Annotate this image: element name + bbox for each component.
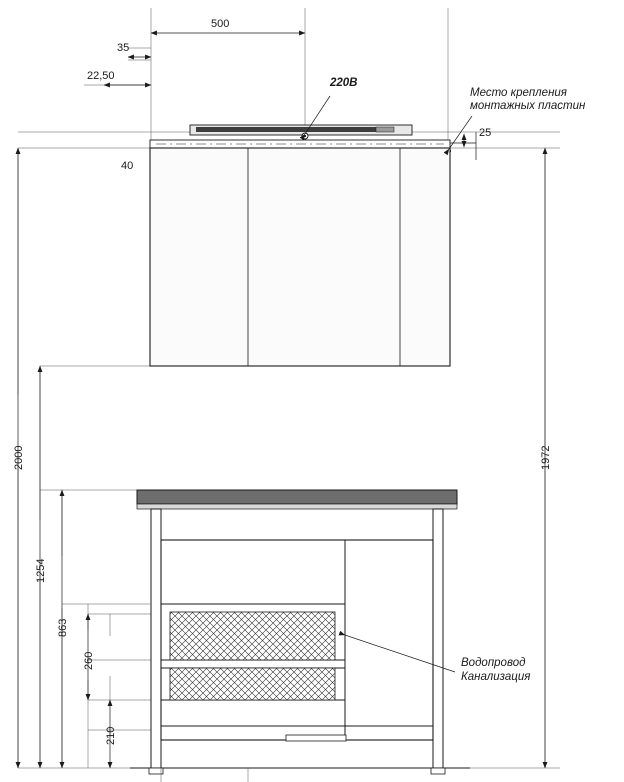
dim-label-1972: 1972 <box>540 445 552 470</box>
annotation-mounting-plates-line2: монтажных пластин <box>470 100 586 112</box>
annotation-water-supply: Водопровод <box>461 657 526 669</box>
dim-label-1254: 1254 <box>35 558 47 583</box>
annotation-power-supply: 220В <box>330 77 358 89</box>
annotation-mounting-plates-line1: Место крепления <box>470 87 567 99</box>
dim-label-863: 863 <box>57 618 69 637</box>
dim-label-500: 500 <box>211 18 230 30</box>
dim-label-260: 260 <box>83 651 95 670</box>
dim-label-40: 40 <box>121 160 134 172</box>
dim-label-35: 35 <box>117 42 130 54</box>
dim-label-25: 25 <box>479 127 492 139</box>
dim-label-22-50: 22,50 <box>87 70 115 82</box>
dim-label-2000: 2000 <box>13 445 25 470</box>
annotation-sewerage: Канализация <box>461 671 531 683</box>
dim-label-210: 210 <box>105 726 117 745</box>
